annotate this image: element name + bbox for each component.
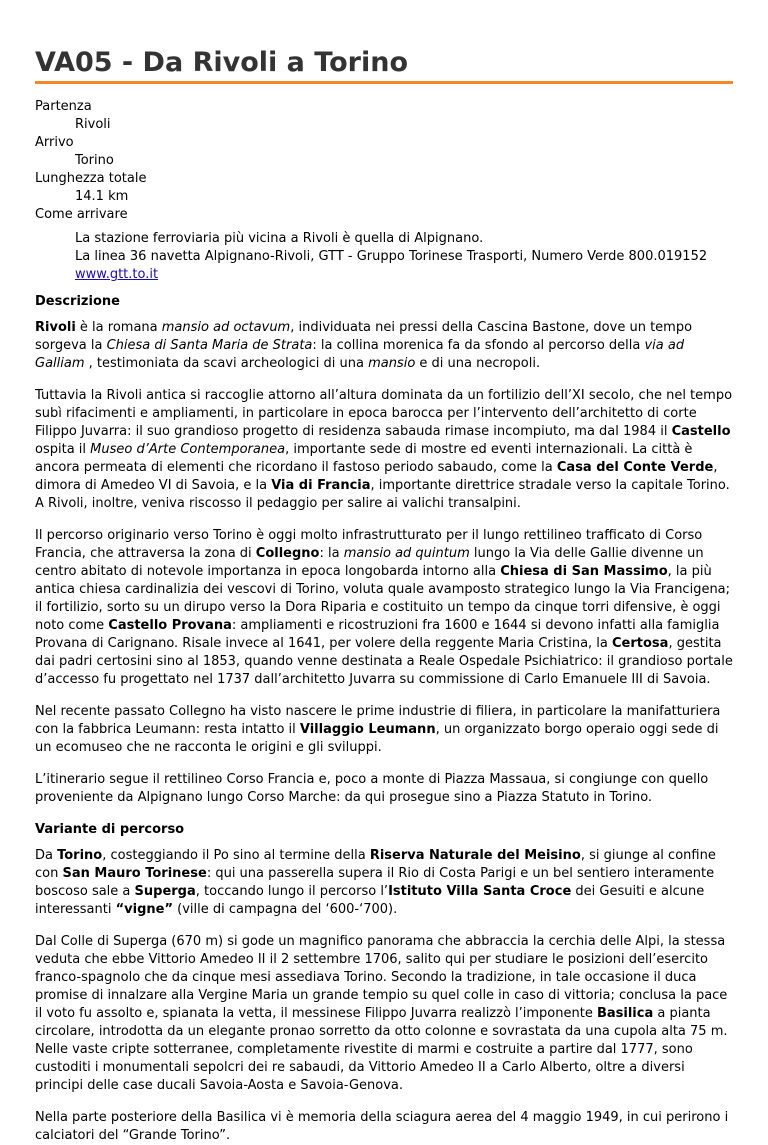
italic-text: mansio ad quintum	[343, 546, 470, 561]
description-paragraph: Tuttavia la Rivoli antica si raccoglie attorno all’altura dominata da un fortilizio dell’XI secolo, che nel tempo subì rifacimenti e ampliamenti, in particolare in epoca barocca per l’intervento dell’architetto di corte Filippo Juvarra: il suo grandioso progetto di residenza sabauda rimase incompiuto, ma dal 1984 il Castello ospita il Museo d’Arte Contemporanea, importante sede di mostre ed eventi internazionali. La città è ancora permeata di elementi che ricordano il fastoso periodo sabaudo, come la Casa del Conte Verde, dimora di Amedeo VI di Savoia, e la Via di Francia, importante direttrice stradale verso la capitale Torino. A Rivoli, inoltre, veniva riscosso il pedaggio per salire ai valichi transalpini.	[35, 388, 733, 511]
bold-text: Superga	[134, 884, 196, 899]
bold-text: Castello	[671, 424, 731, 439]
bold-text: Casa del Conte Verde	[556, 460, 714, 475]
description-paragraph: Nel recente passato Collegno ha visto nascere le prime industrie di filiera, in particolare la manifatturiera con la fabbrica Leumann: resta intatto il Villaggio Leumann, un organizzato borgo operaio oggi sede di un ecomuseo che ne racconta le origini e gli sviluppi.	[35, 704, 721, 755]
bus-line-info: La linea 36 navetta Alpignano-Rivoli, GTT - Gruppo Torinese Trasporti, Numero Verde 800.019152	[75, 249, 708, 264]
departure-value: Rivoli	[75, 117, 111, 132]
bold-text: San Mauro Torinese	[62, 866, 207, 881]
description-paragraph: Rivoli è la romana mansio ad octavum, individuata nei pressi della Cascina Bastone, dove un tempo sorgeva la Chiesa di Santa Maria de Strata: la collina morenica fa da sfondo al percorso della via ad Galliam , testimoniata da scavi archeologici di una mansio e di una necropoli.	[35, 320, 693, 371]
variant-heading: Variante di percorso	[35, 822, 185, 837]
route-info	[35, 98, 733, 284]
bold-text: Chiesa di San Massimo	[500, 564, 668, 579]
arrival-value: Torino	[75, 153, 114, 168]
variant-paragraph: Dal Colle di Superga (670 m) si gode un magnifico panorama che abbraccia la cerchia delle Alpi, la stessa veduta che ebbe Vittorio Amedeo II il 2 settembre 1706, salito qui per studiare le posizioni dell’esercito franco-spagnolo che da cinque mesi assediava Torino. Secondo la tradizione, in tale occasione il duca promise di innalzare alla Vergine Maria un grande tempio su quel colle in caso di vittoria; conclusa la pace il voto fu assolto e, spianata la vetta, il messinese Filippo Juvarra realizzò l’imponente Basilica a pianta circolare, introdotta da un elegante pronao sorretto da otto colonne e sovrastata da una cupola alta 75 m. Nelle vaste cripte sotterranee, completamente rivestite di marmi e costruite a partire dal 1777, sono custoditi i monumentali sepolcri dei re sabaudi, da Vittorio Amedeo II a Carlo Alberto, oltre a diversi principi delle case ducali Savoia-Aosta e Savoia-Genova.	[35, 934, 728, 1093]
bold-text: “vigne”	[115, 902, 174, 917]
variant-paragraph: Da Torino, costeggiando il Po sino al termine della Riserva Naturale del Meisino, si giunge al confine con San Mauro Torinese: qui una passerella supera il Rio di Costa Parigi e un bel sentiero interamente boscoso sale a Superga, toccando lungo il percorso l’Istituto Villa Santa Croce dei Gesuiti e alcune interessanti “vigne” (ville di campagna del ‘600-‘700).	[35, 848, 716, 917]
how-to-arrive-label: Come arrivare	[35, 207, 128, 222]
bold-text: Basilica	[596, 1006, 654, 1021]
departure-label: Partenza	[35, 99, 92, 114]
italic-text: Museo d’Arte Contemporanea	[90, 442, 286, 457]
arrival-label: Arrivo	[35, 135, 74, 150]
description-heading: Descrizione	[35, 294, 120, 309]
length-label: Lunghezza totale	[35, 171, 147, 186]
bold-text: Istituto Villa Santa Croce	[388, 884, 572, 899]
description-paragraph: Il percorso originario verso Torino è oggi molto infrastrutturato per il lungo rettilineo trafficato di Corso Francia, che attraversa la zona di Collegno: la mansio ad quintum lungo la Via delle Gallie divenne un centro abitato di notevole importanza in epoca longobarda intorno alla Chiesa di San Massimo, la più antica chiesa cardinalizia dei vescovi di Torino, voluta quale avamposto strategico lungo la Via Francigena; il fortilizio, sorto su un dirupo verso la Dora Riparia e costituito un tempo da cinque torri difensive, è oggi noto come Castello Provana: ampliamenti e ricostruzioni fra 1600 e 1644 si devono infatti alla famiglia Provana di Carignano. Risale invece al 1641, per volere della reggente Maria Cristina, la Certosa, gestita dai padri certosini sino al 1853, quando venne destinata a Reale Ospedale Psichiatrico: il grandioso portale d’accesso fu progettato nel 1737 dall’architetto Juvarra su commissione di Carlo Emanuele III di Savoia.	[35, 528, 733, 687]
variant-paragraph: Nella parte posteriore della Basilica vi è memoria della sciagura aerea del 4 maggio 1949, in cui perirono i calciatori del “Grande Torino”.	[35, 1110, 729, 1143]
italic-text: via ad Galliam	[35, 338, 685, 371]
bold-text: Riserva Naturale del Meisino	[369, 848, 581, 863]
description-paragraph: L’itinerario segue il rettilineo Corso Francia e, poco a monte di Piazza Massaua, si congiunge con quello proveniente da Alpignano lungo Corso Marche: da qui prosegue sino a Piazza Statuto in Torino.	[35, 772, 709, 805]
italic-text: mansio	[368, 356, 416, 371]
page-title: VA05 - Da Rivoli a Torino	[35, 0, 733, 84]
bold-text: Rivoli	[35, 320, 76, 335]
bold-text: Villaggio Leumann	[299, 722, 436, 737]
bold-text: Collegno	[255, 546, 320, 561]
gtt-website-link[interactable]: www.gtt.to.it	[75, 267, 159, 282]
how-to-arrive-details	[75, 230, 733, 284]
bold-text: Via di Francia	[271, 478, 371, 493]
bold-text: Castello Provana	[108, 618, 232, 633]
length-value: 14.1 km	[75, 189, 129, 204]
italic-text: Chiesa di Santa Maria de Strata	[106, 338, 313, 353]
bold-text: Torino	[57, 848, 103, 863]
italic-text: mansio ad octavum	[161, 320, 291, 335]
train-station-info: La stazione ferroviaria più vicina a Rivoli è quella di Alpignano.	[75, 231, 484, 246]
bold-text: Certosa	[612, 636, 669, 651]
